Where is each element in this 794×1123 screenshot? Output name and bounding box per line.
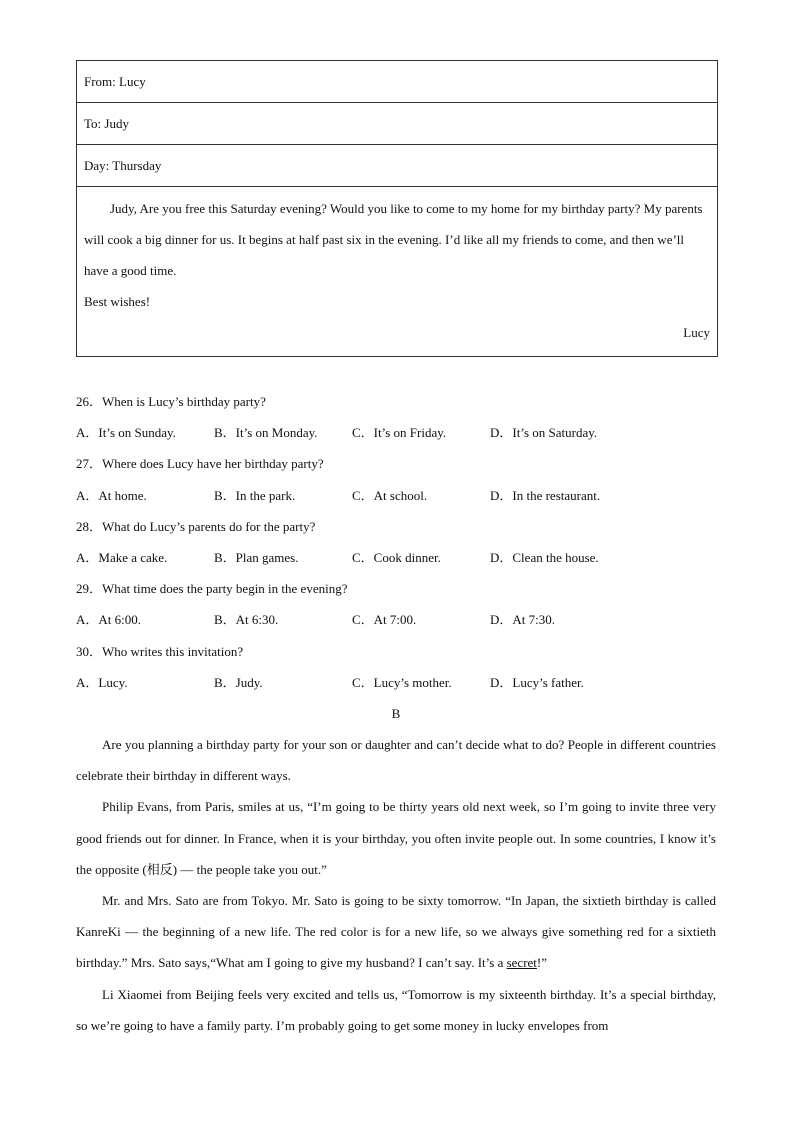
underlined-word: secret [506,955,537,971]
question-26 [76,386,716,448]
option-d[interactable]: D．In the restaurant. [490,487,601,503]
from-row: From: Lucy [77,61,717,103]
option-c[interactable]: C．At school. [352,487,428,503]
question-stem: 27．Where does Lucy have her birthday party? [76,456,324,472]
option-d[interactable]: D．Lucy’s father. [490,674,584,690]
question-stem: 26．When is Lucy’s birthday party? [76,394,266,409]
question-stem: 28．What do Lucy’s parents do for the party? [76,518,316,534]
option-list [76,417,716,448]
option-c[interactable]: C．Cook dinner. [352,549,441,565]
option-b[interactable]: B．At 6:30. [214,612,279,628]
paragraph-text: !” [536,955,548,971]
question-27 [76,448,716,510]
paragraph: Philip Evans, from Paris, smiles at us, “I’m going to be thirty years old next week, so I’m going to invite three very good friends out for dinner. In France, when it is your birthday, you often invite people out. In some countries, I know it’s the opposite (相反) — the people take you out.” [76,799,716,877]
paragraph: Are you planning a birthday party for your son or daughter and can’t decide what to do? People in different countries celebrate their birthday in different ways. [76,737,716,784]
option-d[interactable]: D．Clean the house. [490,549,599,565]
letter-body-cell [77,187,717,356]
paragraph: Li Xiaomei from Beijing feels very excited and tells us, “Tomorrow is my sixteenth birthday. It’s a special birthday, so we’re going to have a family party. I’m probably going to get some money in lucky envelopes from [76,986,716,1033]
letter-signature: Lucy [683,325,710,340]
option-a[interactable]: A．It’s on Sunday. [76,425,176,441]
option-b[interactable]: B．Judy. [214,674,263,690]
paragraph [76,885,716,979]
option-list [76,667,716,698]
question-section [76,386,716,1041]
option-list [76,604,716,635]
option-c[interactable]: C．Lucy’s mother. [352,674,452,690]
option-a[interactable]: A．At home. [76,487,147,503]
option-a[interactable]: A．Make a cake. [76,549,168,565]
paragraph-text: Mr. and Mrs. Sato are from Tokyo. Mr. Sato is going to be sixty tomorrow. “In Japan, the sixtieth birthday is called KanreKi — the beginning of a new life. The red color is for a new life, so we always give something red for a sixtieth birthday.” Mrs. Sato says,“What am I going to give my husband? I can’t say. It’s a [76,893,716,971]
question-stem: 30．Who writes this invitation? [76,643,244,659]
question-28 [76,511,716,573]
question-stem: 29．What time does the party begin in the evening? [76,581,348,597]
option-a[interactable]: A．Lucy. [76,674,128,690]
option-list [76,480,716,511]
section-heading: B [391,705,401,721]
option-d[interactable]: D．At 7:30. [490,612,556,628]
option-c[interactable]: C．It’s on Friday. [352,425,447,441]
option-a[interactable]: A．At 6:00. [76,612,142,628]
day-row: Day: Thursday [77,145,717,187]
option-b[interactable]: B．Plan games. [214,549,299,565]
passage-b [76,729,716,1041]
question-29 [76,573,716,635]
letter-body: Judy, Are you free this Saturday evening? Would you like to come to my home for my birthday party? My parents will cook a big dinner for us. It begins at half past six in the evening. I’d like all my friends to come, and then we’ll have a good time. [84,201,703,278]
letter-closing: Best wishes! [84,294,151,309]
invitation-table [76,60,718,357]
question-30 [76,636,716,698]
option-c[interactable]: C．At 7:00. [352,612,417,628]
option-d[interactable]: D．It’s on Saturday. [490,425,598,441]
option-list [76,542,716,573]
option-b[interactable]: B．In the park. [214,487,296,503]
to-row: To: Judy [77,103,717,145]
option-b[interactable]: B．It’s on Monday. [214,425,318,441]
